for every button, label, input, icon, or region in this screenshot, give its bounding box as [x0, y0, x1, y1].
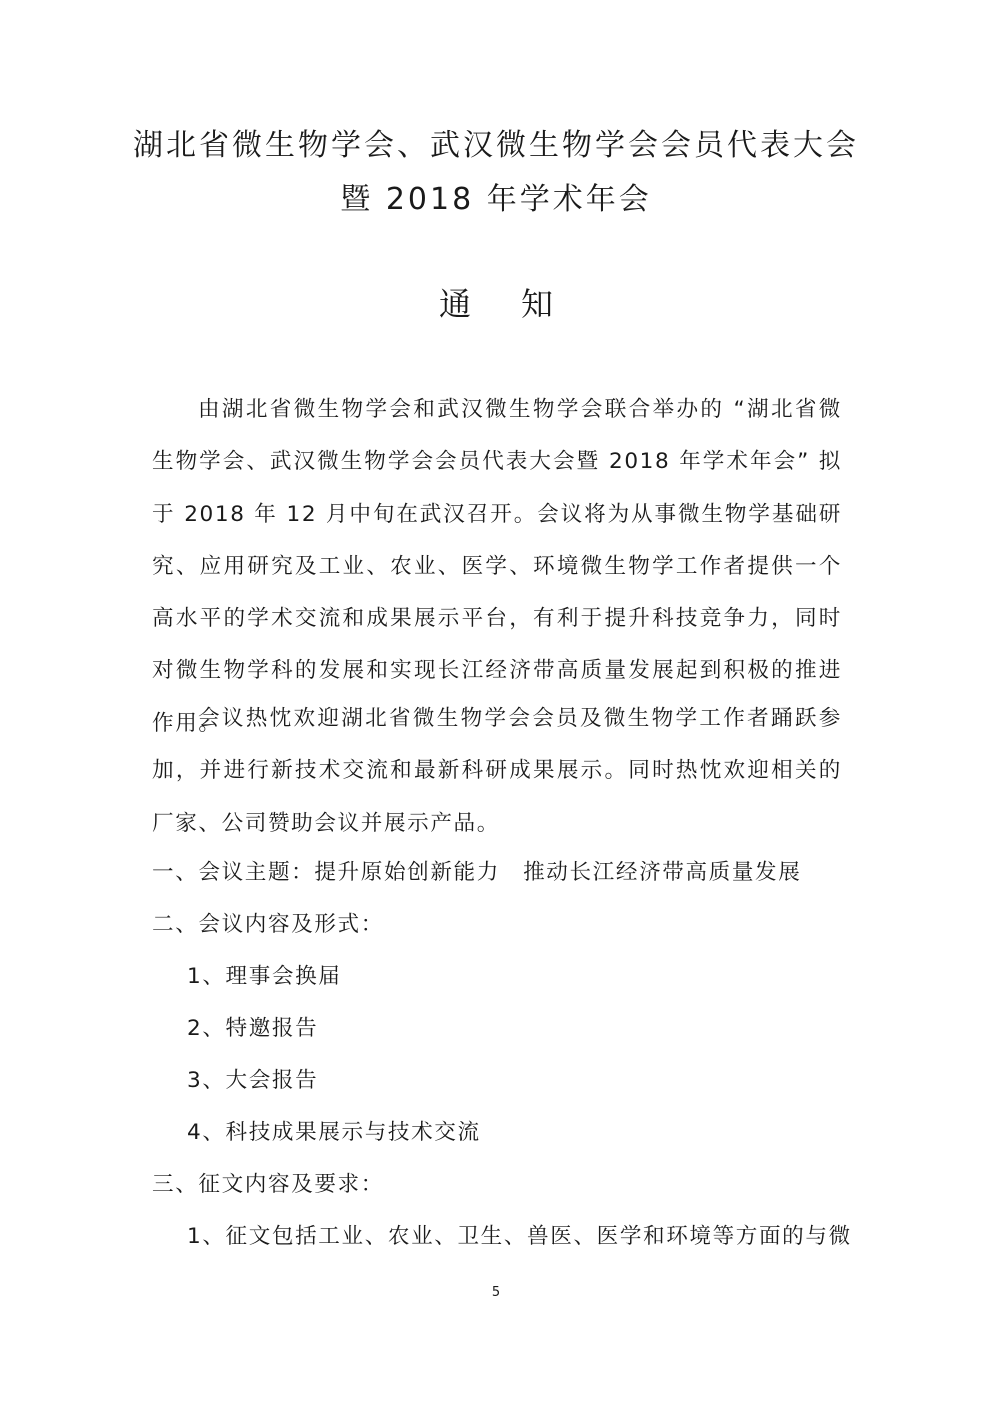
list-item: 4、科技成果展示与技术交流 [187, 1120, 481, 1145]
welcome-paragraph: 会议热忱欢迎湖北省微生物学会会员及微生物学工作者踊跃参加，并进行新技术交流和最新科研成果展示。同时热忱欢迎相关的厂家、公司赞助会议并展示产品。 [152, 706, 842, 836]
document-title-line-2: 暨 2018 年学术年会 [340, 182, 652, 217]
list-item: 3、大会报告 [187, 1068, 319, 1093]
list-item: 2、特邀报告 [187, 1016, 319, 1041]
section-meeting-content-heading: 二、会议内容及形式： [152, 912, 384, 937]
list-item: 1、理事会换届 [187, 964, 342, 989]
list-item: 1、征文包括工业、农业、卫生、兽医、医学和环境等方面的与微 [187, 1224, 852, 1249]
section-call-for-papers-heading: 三、征文内容及要求： [152, 1172, 384, 1197]
page-number: 5 [491, 1285, 501, 1300]
section-meeting-theme: 一、会议主题：提升原始创新能力 推动长江经济带高质量发展 [152, 860, 802, 885]
intro-paragraph: 由湖北省微生物学会和武汉微生物学会联合举办的 “湖北省微生物学会、武汉微生物学会会员代表大会暨 2018 年学术年会” 拟于 2018 年 12 月中旬在武汉召开。会议将为从事微生物学基础研究、应用研究及工业、农业、医学、环境微生物学工作者提供一个高水平的学术交流和成果展示平台，有利于提升科技竞争力，同时对微生物学科的发展和实现长江经济带高质量发展起到积极的推进作用。 [152, 397, 842, 736]
notice-heading: 通知 [438, 285, 603, 323]
document-title-line-1: 湖北省微生物学会、武汉微生物学会会员代表大会 [133, 128, 859, 163]
